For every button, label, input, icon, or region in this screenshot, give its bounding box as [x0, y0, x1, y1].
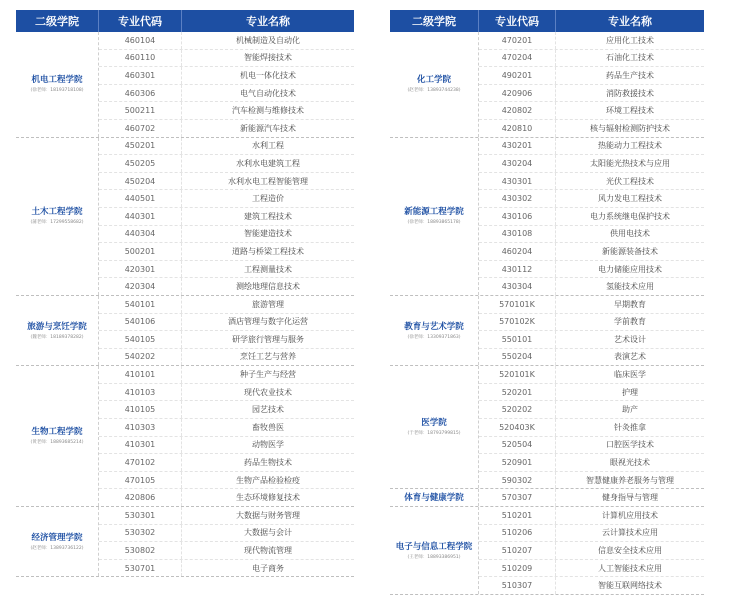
table-row — [99, 471, 354, 489]
major-name: 针灸推拿 — [614, 422, 646, 432]
major-name: 石油化工技术 — [606, 53, 654, 63]
table-row — [479, 189, 704, 207]
table-row — [479, 119, 704, 137]
right-table-header — [390, 10, 704, 32]
table-row — [479, 489, 704, 506]
major-name: 测绘地理信息技术 — [236, 282, 300, 292]
major-list — [479, 366, 704, 488]
college-cell — [390, 32, 479, 137]
major-code: 410103 — [99, 384, 182, 401]
major-name: 信息安全技术应用 — [598, 546, 662, 556]
major-code: 510209 — [479, 560, 556, 577]
major-list — [99, 296, 354, 365]
table-row — [479, 348, 704, 366]
college-name: 化工学院 — [416, 75, 451, 86]
major-name: 动物医学 — [252, 440, 284, 450]
major-list — [99, 138, 354, 295]
major-code: 420802 — [479, 102, 556, 119]
major-name: 智能互联网络技术 — [598, 581, 662, 591]
major-code: 460306 — [99, 85, 182, 102]
major-code: 540106 — [99, 314, 182, 331]
table-row — [99, 524, 354, 542]
table-row — [99, 559, 354, 577]
major-code: 410101 — [99, 366, 182, 383]
major-name: 智能建造技术 — [244, 229, 292, 239]
major-name: 消防救援技术 — [606, 88, 654, 98]
major-name: 机电一体化技术 — [240, 70, 296, 80]
college-cell — [16, 32, 99, 137]
major-name: 畜牧兽医 — [252, 422, 284, 432]
college-contact: (魏老师：18189378282) — [30, 334, 84, 340]
college-section — [16, 295, 354, 365]
major-code: 550101 — [479, 331, 556, 348]
college-name: 旅游与烹饪学院 — [27, 321, 87, 332]
college-name: 医学院 — [421, 418, 447, 429]
college-name: 土木工程学院 — [31, 207, 83, 218]
college-section — [390, 295, 704, 365]
table-row — [99, 277, 354, 295]
major-name: 药品生产技术 — [606, 70, 654, 80]
table-row — [99, 348, 354, 366]
table-row — [479, 524, 704, 542]
major-code: 530302 — [99, 525, 182, 542]
major-code: 470204 — [479, 50, 556, 67]
table-row — [479, 453, 704, 471]
major-name: 新能源装备技术 — [602, 246, 658, 256]
table-row — [479, 66, 704, 84]
table-row — [479, 296, 704, 313]
major-name: 助产 — [622, 405, 638, 415]
major-code: 490201 — [479, 67, 556, 84]
major-name: 旅游管理 — [252, 299, 284, 309]
major-code: 510307 — [479, 577, 556, 594]
major-name: 健身指导与管理 — [602, 493, 658, 503]
major-code: 460301 — [99, 67, 182, 84]
table-row — [479, 101, 704, 119]
table-row — [99, 400, 354, 418]
table-row — [99, 49, 354, 67]
major-code: 420304 — [99, 278, 182, 295]
major-name: 水利水电建筑工程 — [236, 158, 300, 168]
table-row — [479, 277, 704, 295]
table-row — [479, 418, 704, 436]
college-cell — [16, 138, 99, 295]
table-row — [479, 172, 704, 190]
major-name: 药品生物技术 — [244, 458, 292, 468]
major-name: 生态环境修复技术 — [236, 493, 300, 503]
major-code: 420810 — [479, 120, 556, 137]
left-table-header — [16, 10, 354, 32]
college-cell — [390, 507, 479, 594]
major-code: 470201 — [479, 32, 556, 49]
table-row — [99, 296, 354, 313]
college-contact: (王老师：18893386951) — [407, 554, 461, 560]
table-row — [479, 471, 704, 489]
major-name: 水利工程 — [252, 141, 284, 151]
major-code: 430108 — [479, 226, 556, 243]
college-contact: (蒲老师：17299558682) — [30, 220, 84, 226]
college-section — [390, 32, 704, 137]
college-contact: (赵老师：13893744238) — [407, 88, 461, 94]
major-name: 学前教育 — [614, 317, 646, 327]
major-code: 500211 — [99, 102, 182, 119]
major-code: 420806 — [99, 489, 182, 506]
major-name: 研学旅行管理与服务 — [232, 334, 304, 344]
table-row — [99, 172, 354, 190]
major-code: 500201 — [99, 243, 182, 260]
college-name: 机电工程学院 — [31, 75, 83, 86]
major-code: 590302 — [479, 472, 556, 489]
left-table-body — [16, 32, 354, 577]
major-list — [99, 366, 354, 506]
major-name: 口腔医学技术 — [606, 440, 654, 450]
table-row — [479, 260, 704, 278]
table-row — [99, 260, 354, 278]
table-row — [479, 313, 704, 331]
major-name: 计算机应用技术 — [602, 510, 658, 520]
major-name: 热能动力工程技术 — [598, 141, 662, 151]
major-code: 520901 — [479, 454, 556, 471]
major-name: 智能焊接技术 — [244, 53, 292, 63]
major-list — [479, 296, 704, 365]
left-table — [16, 10, 354, 577]
major-name: 工程造价 — [252, 194, 284, 204]
table-row — [99, 418, 354, 436]
major-name: 眼视光技术 — [610, 458, 650, 468]
table-row — [99, 436, 354, 454]
table-row — [99, 453, 354, 471]
major-name: 临床医学 — [614, 370, 646, 380]
major-code: 430302 — [479, 190, 556, 207]
major-code: 530701 — [99, 560, 182, 577]
table-row — [479, 383, 704, 401]
major-code: 520504 — [479, 437, 556, 454]
right-table-body — [390, 32, 704, 595]
major-code: 430106 — [479, 208, 556, 225]
college-contact: (徐老师：18193718108) — [30, 88, 84, 94]
major-code: 570101K — [479, 296, 556, 313]
header-name: 专业名称 — [246, 15, 290, 28]
college-name: 教育与艺术学院 — [404, 321, 464, 332]
college-name: 体育与健康学院 — [404, 492, 464, 503]
table-row — [99, 119, 354, 137]
table-row — [479, 84, 704, 102]
table-row — [479, 576, 704, 594]
major-code: 510206 — [479, 525, 556, 542]
major-code: 540105 — [99, 331, 182, 348]
major-code: 470102 — [99, 454, 182, 471]
table-row — [99, 84, 354, 102]
major-code: 470105 — [99, 472, 182, 489]
major-name: 氢能技术应用 — [606, 282, 654, 292]
major-name: 智慧健康养老服务与管理 — [586, 475, 674, 485]
major-list — [479, 138, 704, 295]
table-row — [99, 189, 354, 207]
major-code: 550204 — [479, 349, 556, 366]
college-cell — [390, 489, 479, 506]
college-name: 电子与信息工程学院 — [395, 541, 473, 552]
table-row — [479, 507, 704, 524]
major-name: 表演艺术 — [614, 352, 646, 362]
table-row — [479, 559, 704, 577]
header-college: 二级学院 — [16, 10, 99, 32]
college-contact: (于老师：18793799815) — [407, 431, 461, 437]
major-name: 汽车检测与维修技术 — [232, 106, 304, 116]
college-contact: (黄老师：18893685214) — [30, 440, 84, 446]
major-name: 核与辐射检测防护技术 — [590, 123, 670, 133]
table-row — [479, 154, 704, 172]
major-code: 460104 — [99, 32, 182, 49]
major-code: 430301 — [479, 173, 556, 190]
major-list — [479, 489, 704, 506]
table-row — [99, 207, 354, 225]
table-row — [99, 366, 354, 383]
table-row — [479, 32, 704, 49]
table-row — [479, 436, 704, 454]
major-code: 520201 — [479, 384, 556, 401]
major-code: 530802 — [99, 542, 182, 559]
table-row — [479, 207, 704, 225]
major-code: 430201 — [479, 138, 556, 155]
college-section — [390, 488, 704, 506]
college-section — [16, 137, 354, 295]
college-section — [390, 506, 704, 594]
table-row — [479, 242, 704, 260]
header-name: 专业名称 — [608, 15, 652, 28]
major-name: 工程测量技术 — [244, 264, 292, 274]
major-name: 环境工程技术 — [606, 106, 654, 116]
major-code: 460702 — [99, 120, 182, 137]
major-name: 应用化工技术 — [606, 35, 654, 45]
table-row — [479, 366, 704, 383]
major-code: 420906 — [479, 85, 556, 102]
major-code: 450201 — [99, 138, 182, 155]
major-code: 420301 — [99, 261, 182, 278]
major-name: 太阳能光热技术与应用 — [590, 158, 670, 168]
major-code: 460110 — [99, 50, 182, 67]
table-row — [99, 507, 354, 524]
major-name: 道路与桥梁工程技术 — [232, 246, 304, 256]
major-list — [479, 32, 704, 137]
table-row — [99, 488, 354, 506]
table-row — [99, 66, 354, 84]
table-row — [99, 330, 354, 348]
major-code: 510201 — [479, 507, 556, 524]
major-name: 烹饪工艺与营养 — [240, 352, 296, 362]
major-code: 440304 — [99, 226, 182, 243]
major-name: 电气自动化技术 — [240, 88, 296, 98]
college-contact: (徐老师：13309371863) — [407, 334, 461, 340]
major-code: 570307 — [479, 489, 556, 506]
major-code: 430112 — [479, 261, 556, 278]
major-code: 410301 — [99, 437, 182, 454]
major-name: 种子生产与经营 — [240, 370, 296, 380]
major-code: 520101K — [479, 366, 556, 383]
major-name: 风力发电工程技术 — [598, 194, 662, 204]
table-row — [99, 313, 354, 331]
header-college: 二级学院 — [390, 10, 479, 32]
table-row — [99, 101, 354, 119]
major-name: 人工智能技术应用 — [598, 563, 662, 573]
major-name: 现代物流管理 — [244, 546, 292, 556]
major-name: 机械制造及自动化 — [236, 35, 300, 45]
table-row — [479, 330, 704, 348]
college-name: 生物工程学院 — [31, 427, 83, 438]
major-name: 艺术设计 — [614, 334, 646, 344]
major-code: 520403K — [479, 419, 556, 436]
table-row — [99, 32, 354, 49]
major-code: 570102K — [479, 314, 556, 331]
table-bottom-line — [16, 576, 354, 577]
major-code: 540101 — [99, 296, 182, 313]
major-name: 护理 — [622, 387, 638, 397]
table-row — [99, 242, 354, 260]
major-code: 440501 — [99, 190, 182, 207]
major-name: 大数据与会计 — [244, 528, 292, 538]
table-row — [479, 225, 704, 243]
college-cell — [390, 296, 479, 365]
major-name: 电力储能应用技术 — [598, 264, 662, 274]
major-name: 园艺技术 — [252, 405, 284, 415]
major-code: 460204 — [479, 243, 556, 260]
table-row — [479, 400, 704, 418]
table-row — [99, 383, 354, 401]
table-row — [99, 541, 354, 559]
major-name: 水利水电工程智能管理 — [228, 176, 308, 186]
college-section — [390, 365, 704, 488]
college-cell — [16, 366, 99, 506]
major-code: 430204 — [479, 155, 556, 172]
college-cell — [390, 366, 479, 488]
major-name: 电力系统继电保护技术 — [590, 211, 670, 221]
table-row — [99, 154, 354, 172]
college-name: 新能源工程学院 — [404, 207, 464, 218]
major-code: 440301 — [99, 208, 182, 225]
college-cell — [16, 507, 99, 576]
major-name: 云计算技术应用 — [602, 528, 658, 538]
college-section — [16, 365, 354, 506]
major-list — [479, 507, 704, 594]
college-section — [16, 506, 354, 576]
major-code: 430304 — [479, 278, 556, 295]
major-name: 光伏工程技术 — [606, 176, 654, 186]
major-name: 酒店管理与数字化运营 — [228, 317, 308, 327]
major-name: 建筑工程技术 — [244, 211, 292, 221]
table-row — [99, 138, 354, 155]
college-section — [16, 32, 354, 137]
major-name: 供用电技术 — [610, 229, 650, 239]
major-code: 410303 — [99, 419, 182, 436]
table-row — [479, 541, 704, 559]
major-code: 510207 — [479, 542, 556, 559]
college-contact: (赵老师：13893736122) — [30, 545, 84, 551]
major-code: 540202 — [99, 349, 182, 366]
major-code: 520202 — [479, 401, 556, 418]
table-row — [99, 225, 354, 243]
major-name: 早期教育 — [614, 299, 646, 309]
major-list — [99, 507, 354, 576]
major-code: 450204 — [99, 173, 182, 190]
major-name: 大数据与财务管理 — [236, 510, 300, 520]
major-code: 450205 — [99, 155, 182, 172]
table-row — [479, 138, 704, 155]
header-code: 专业代码 — [479, 10, 556, 32]
college-name: 经济管理学院 — [31, 532, 83, 543]
college-contact: (徐老师：18893865178) — [407, 220, 461, 226]
right-table — [390, 10, 704, 595]
major-code: 410105 — [99, 401, 182, 418]
major-name: 电子商务 — [252, 563, 284, 573]
college-cell — [16, 296, 99, 365]
major-name: 现代农业技术 — [244, 387, 292, 397]
major-list — [99, 32, 354, 137]
major-name: 生物产品检验检疫 — [236, 475, 300, 485]
table-row — [479, 49, 704, 67]
college-section — [390, 137, 704, 295]
major-code: 530301 — [99, 507, 182, 524]
header-code: 专业代码 — [99, 10, 182, 32]
major-name: 新能源汽车技术 — [240, 123, 296, 133]
college-cell — [390, 138, 479, 295]
